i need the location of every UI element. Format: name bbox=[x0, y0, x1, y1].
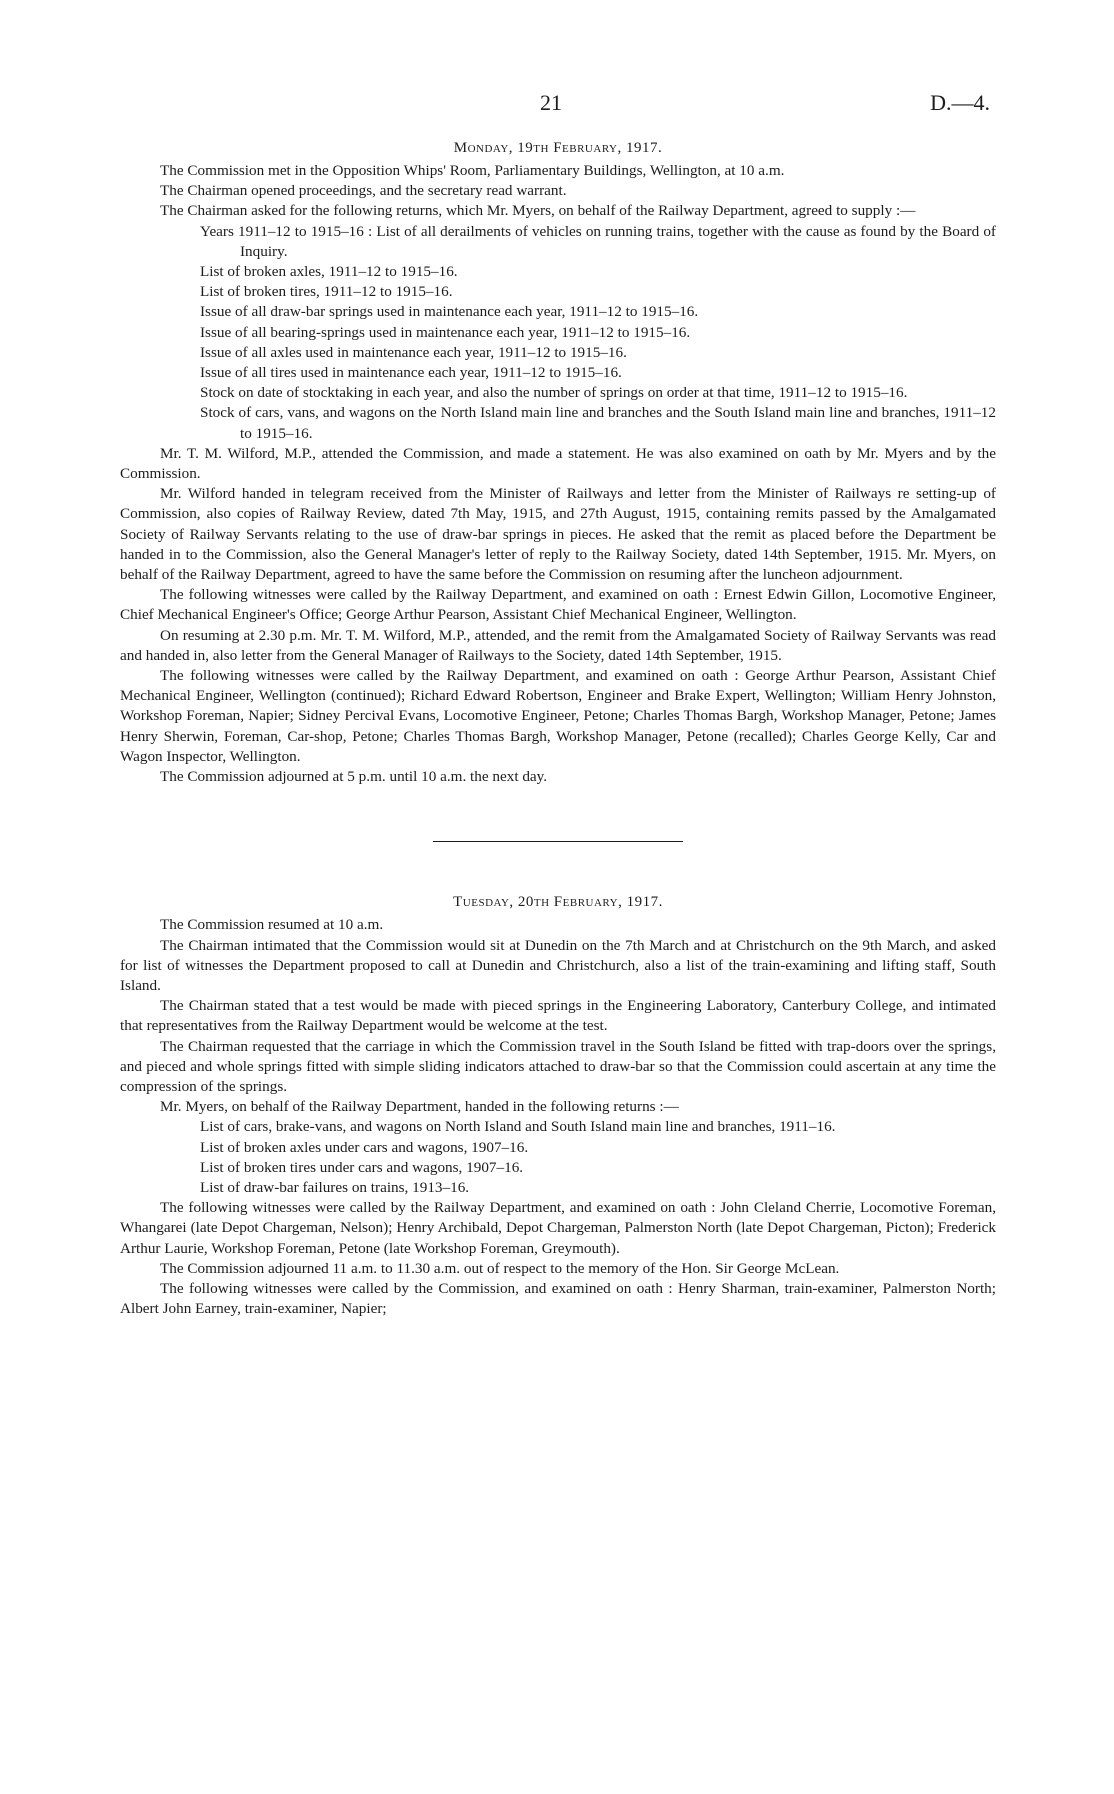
returns-list bbox=[120, 1117, 996, 1198]
paragraph: The Chairman intimated that the Commission would sit at Dunedin on the 7th March and at Christchurch on the 9th March, and asked for list of witnesses the Department proposed to call at Dunedin and Christchurch, also a list of the train-examining and lifting staff, South Island. bbox=[120, 936, 996, 994]
list-item: Stock on date of stocktaking in each year, and also the number of springs on order at that time, 1911–12 to 1915–16. bbox=[200, 384, 908, 402]
paragraph: The Chairman asked for the following returns, which Mr. Myers, on behalf of the Railway Department, agreed to supply :— bbox=[160, 202, 916, 220]
list-item: Issue of all axles used in maintenance each year, 1911–12 to 1915–16. bbox=[200, 343, 627, 361]
list-item: Issue of all bearing-springs used in maintenance each year, 1911–12 to 1915–16. bbox=[200, 323, 691, 341]
paragraph: The Commission met in the Opposition Whips' Room, Parliamentary Buildings, Wellington, at 10 a.m. bbox=[160, 162, 785, 179]
list-item: List of broken tires, 1911–12 to 1915–16. bbox=[200, 283, 453, 301]
list-item: List of cars, brake-vans, and wagons on North Island and South Island main line and branches, 1911–16. bbox=[200, 1118, 836, 1136]
paragraph: Mr. T. M. Wilford, M.P., attended the Commission, and made a statement. He was also examined on oath by Mr. Myers and by the Commission. bbox=[120, 444, 996, 483]
list-item: List of broken axles, 1911–12 to 1915–16. bbox=[200, 263, 458, 281]
paragraph: Mr. Wilford handed in telegram received from the Minister of Railways and letter from the Minister of Railways re setting-up of Commission, also copies of Railway Review, dated 7th May, 1915, and 27th August, 1915, containing remits passed by the Amalgamated Society of Railway Servants relating to the use of draw-bar springs in pieces. He asked that the remit as placed before the Department be handed in to the Commission, also the General Manager's letter of reply to the Railway Society, dated 14th September, 1915. Mr. Myers, on behalf of the Railway Department, agreed to have the same before the Commission on resuming after the luncheon adjournment. bbox=[120, 485, 996, 584]
paragraph: The Chairman stated that a test would be made with pieced springs in the Engineering Laboratory, Canterbury College, and intimated that representatives from the Railway Department would be welcome at the test. bbox=[120, 997, 996, 1035]
section-monday bbox=[120, 140, 996, 787]
section-heading: Monday, 19th February, 1917. bbox=[453, 140, 663, 156]
paragraph: The Commission adjourned at 5 p.m. until 10 a.m. the next day. bbox=[160, 768, 548, 786]
section-heading: Tuesday, 20th February, 1917. bbox=[453, 894, 663, 911]
list-item: List of draw-bar failures on trains, 1913–16. bbox=[200, 1178, 470, 1196]
list-item: Stock of cars, vans, and wagons on the North Island main line and branches and the South Island main line and branches, 1911–12 to 1915–16. bbox=[200, 404, 996, 442]
paragraph: The following witnesses were called by the Railway Department, and examined on oath : John Cleland Cherrie, Locomotive Foreman, Whangarei (late Depot Chargeman, Nelson); Henry Archibald, Depot Chargeman, Palmerston North (late Depot Chargeman, Picton); Frederick Arthur Laurie, Workshop Foreman, Petone (late Workshop Foreman, Greymouth). bbox=[120, 1199, 996, 1257]
page-header bbox=[120, 90, 996, 130]
paragraph: The Commission resumed at 10 a.m. bbox=[160, 916, 384, 934]
paragraph: The following witnesses were called by the Commission, and examined on oath : Henry Sharman, train-examiner, Palmerston North; Albert John Earney, train-examiner, Napier; bbox=[120, 1279, 996, 1318]
list-item: List of broken axles under cars and wagons, 1907–16. bbox=[200, 1138, 529, 1156]
page-number: 21 bbox=[540, 90, 562, 115]
paragraph: On resuming at 2.30 p.m. Mr. T. M. Wilford, M.P., attended, and the remit from the Amalgamated Society of Railway Servants was read and handed in, also letter from the General Manager of Railways to the Society, dated 14th September, 1915. bbox=[120, 626, 996, 664]
paragraph: The Chairman opened proceedings, and the secretary read warrant. bbox=[160, 182, 567, 200]
list-item: Issue of all draw-bar springs used in maintenance each year, 1911–12 to 1915–16. bbox=[200, 303, 699, 321]
document-reference: D.—4. bbox=[930, 90, 990, 115]
returns-list bbox=[120, 222, 996, 444]
section-divider bbox=[433, 841, 683, 842]
paragraph: Mr. Myers, on behalf of the Railway Department, handed in the following returns :— bbox=[160, 1098, 679, 1116]
list-item: Years 1911–12 to 1915–16 : List of all derailments of vehicles on running trains, together with the cause as found by the Board of Inquiry. bbox=[200, 222, 996, 260]
paragraph: The Chairman requested that the carriage in which the Commission travel in the South Island be fitted with trap-doors over the springs, and pieced and whole springs fitted with simple sliding indicators attached to draw-bar so that the Commission could ascertain at any time the compression of the springs. bbox=[120, 1037, 996, 1095]
document-page bbox=[120, 90, 996, 1319]
paragraph: The Commission adjourned 11 a.m. to 11.30 a.m. out of respect to the memory of the Hon. Sir George McLean. bbox=[160, 1259, 840, 1277]
paragraph: The following witnesses were called by the Railway Department, and examined on oath : George Arthur Pearson, Assistant Chief Mechanical Engineer, Wellington (continued); Richard Edward Robertson, Engineer and Brake Expert, Wellington; William Henry Johnston, Workshop Foreman, Napier; Sidney Percival Evans, Locomotive Engineer, Petone; Charles Thomas Bargh, Workshop Manager, Petone; James Henry Sherwin, Foreman, Car-shop, Petone; Charles Thomas Bargh, Workshop Manager, Petone (recalled); Charles George Kelly, Car and Wagon Inspector, Wellington. bbox=[120, 667, 996, 765]
list-item: List of broken tires under cars and wagons, 1907–16. bbox=[200, 1158, 524, 1176]
paragraph: The following witnesses were called by the Railway Department, and examined on oath : Ernest Edwin Gillon, Locomotive Engineer, Chief Mechanical Engineer's Office; George Arthur Pearson, Assistant Chief Mechanical Engineer, Wellington. bbox=[120, 586, 996, 624]
list-item: Issue of all tires used in maintenance each year, 1911–12 to 1915–16. bbox=[200, 364, 622, 382]
section-tuesday bbox=[120, 894, 996, 1319]
